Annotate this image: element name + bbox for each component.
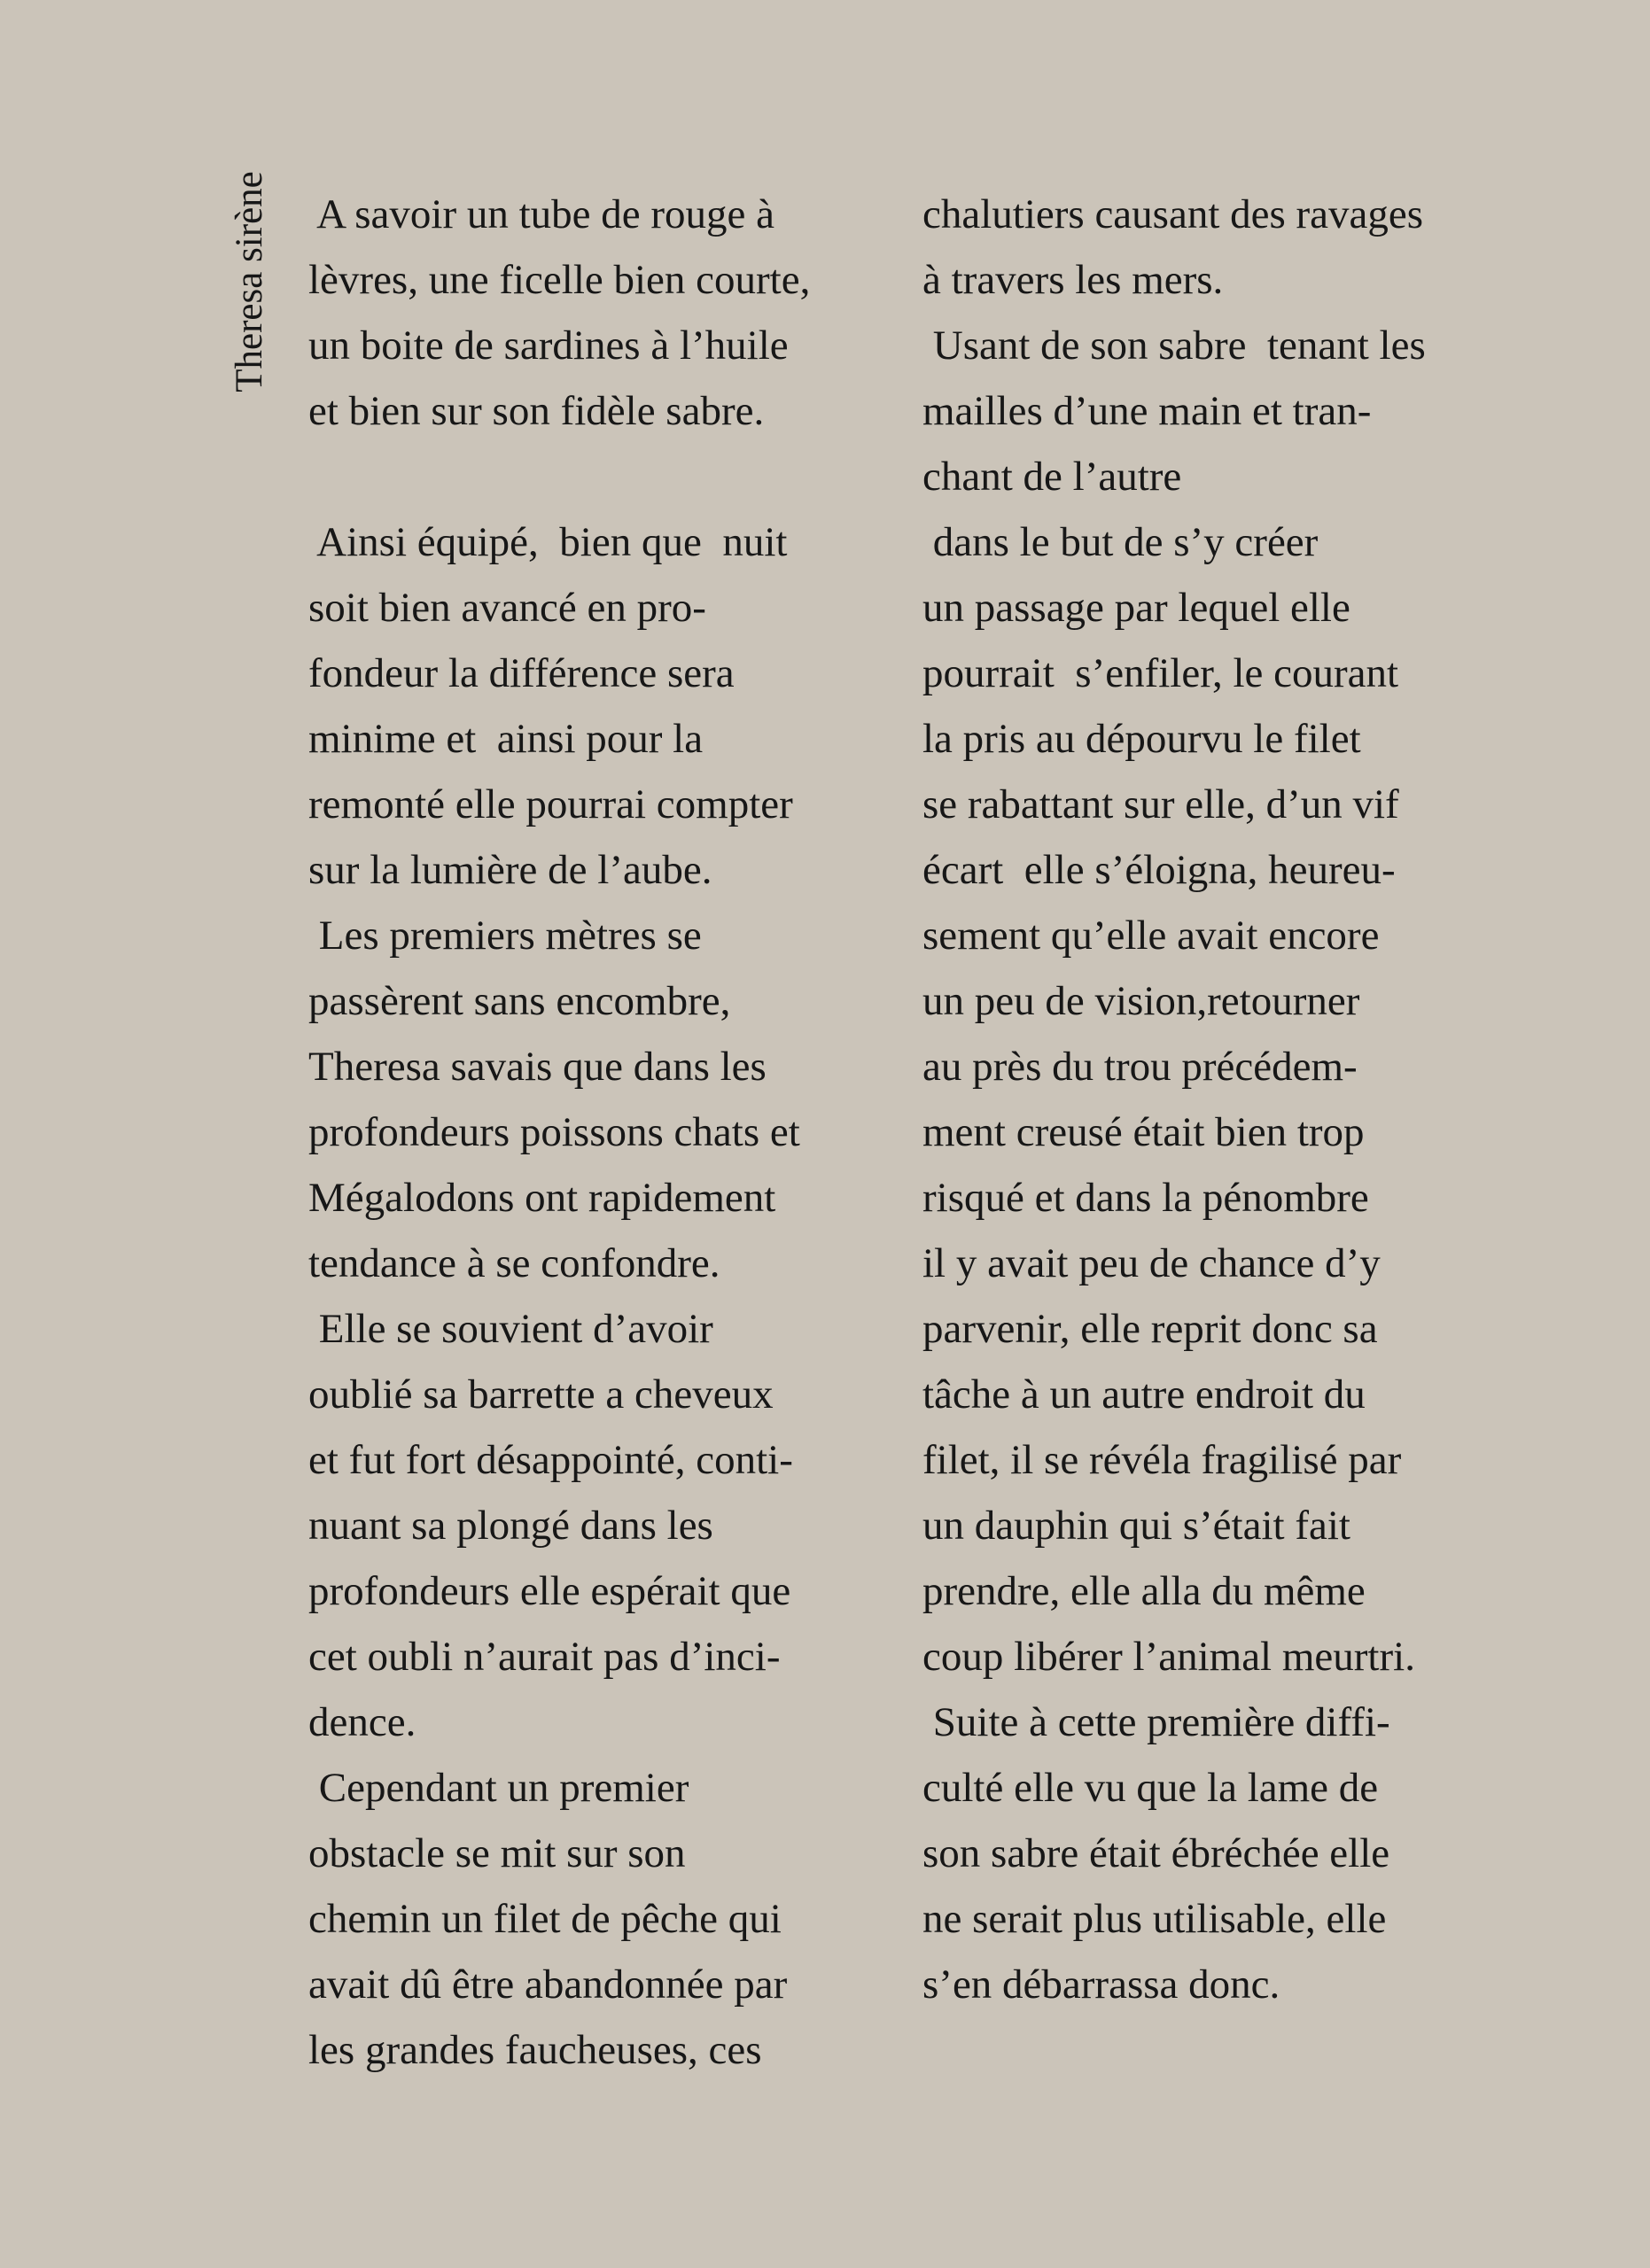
text-line: et fut fort désappointé, conti- (308, 1437, 793, 1483)
text-line: coup libérer l’animal meurtri. (922, 1634, 1415, 1680)
text-line: profondeurs poissons chats et (308, 1109, 800, 1155)
text-line: filet, il se révéla fragilisé par (922, 1437, 1402, 1483)
text-line: tendance à se confondre. (308, 1240, 720, 1286)
text-line: sur la lumière de l’aube. (308, 847, 712, 893)
text-line: sement qu’elle avait encore (922, 913, 1380, 959)
running-title (229, 151, 270, 413)
text-line: A savoir un tube de rouge à (308, 191, 775, 237)
text-line: risqué et dans la pénombre (922, 1175, 1369, 1221)
text-line: soit bien avancé en pro- (308, 585, 706, 631)
text-line: les grandes faucheuses, ces (308, 2027, 762, 2073)
text-line: minime et ainsi pour la (308, 716, 704, 762)
text-line: un dauphin qui s’était fait (922, 1503, 1350, 1549)
text-line: pourrait s’enfiler, le courant (922, 650, 1399, 696)
text-line: tâche à un autre endroit du (922, 1371, 1366, 1418)
text-line: la pris au dépourvu le filet (922, 716, 1361, 762)
text-line: parvenir, elle reprit donc sa (922, 1306, 1378, 1352)
text-line: son sabre était ébréchée elle (922, 1830, 1390, 1876)
text-line: cet oubli n’aurait pas d’inci- (308, 1634, 781, 1680)
text-line: profondeurs elle espérait que (308, 1568, 791, 1614)
text-line: Mégalodons ont rapidement (308, 1175, 776, 1221)
running-title-text: Theresa sirène (229, 171, 270, 392)
text-line: il y avait peu de chance d’y (922, 1240, 1381, 1286)
text-line: prendre, elle alla du même (922, 1568, 1366, 1614)
text-line: chalutiers causant des ravages (922, 191, 1424, 237)
text-line: Usant de son sabre tenant les (922, 322, 1426, 369)
text-line: Elle se souvient d’avoir (308, 1306, 713, 1352)
text-line: Cependant un premier (308, 1765, 689, 1811)
text-line: Suite à cette première diffi- (922, 1699, 1390, 1745)
text-line: à travers les mers. (922, 257, 1224, 303)
text-line: dans le but de s’y créer (922, 519, 1319, 565)
text-line: dence. (308, 1699, 416, 1745)
text-line: obstacle se mit sur son (308, 1830, 686, 1876)
text-line: se rabattant sur elle, d’un vif (922, 781, 1399, 827)
text-line: et bien sur son fidèle sabre. (308, 388, 765, 434)
text-line: remonté elle pourrai compter (308, 781, 793, 827)
text-line: nuant sa plongé dans les (308, 1503, 713, 1549)
text-line: s’en débarrassa donc. (922, 1961, 1280, 2008)
text-line: avait dû être abandonnée par (308, 1961, 788, 2008)
text-line: un peu de vision,retourner (922, 978, 1360, 1024)
right-text-column (922, 182, 1507, 2017)
text-line: un boite de sardines à l’huile (308, 322, 789, 369)
text-line: écart elle s’éloigna, heureu- (922, 847, 1396, 893)
text-line: fondeur la différence sera (308, 650, 735, 696)
text-line: ment creusé était bien trop (922, 1109, 1365, 1155)
text-line: ne serait plus utilisable, elle (922, 1896, 1387, 1942)
text-line: Les premiers mètres se (308, 913, 702, 959)
text-line: Ainsi équipé, bien que nuit (308, 519, 788, 565)
text-line: chant de l’autre (922, 454, 1182, 500)
text-line: au près du trou précédem- (922, 1044, 1358, 1090)
text-line: lèvres, une ficelle bien courte, (308, 257, 811, 303)
text-line: mailles d’une main et tran- (922, 388, 1372, 434)
blank-line (308, 444, 893, 509)
text-line: culté elle vu que la lame de (922, 1765, 1379, 1811)
left-text-column (308, 182, 893, 2083)
text-line: chemin un filet de pêche qui (308, 1896, 782, 1942)
text-line: passèrent sans encombre, (308, 978, 731, 1024)
text-line: oublié sa barrette a cheveux (308, 1371, 774, 1418)
text-line: un passage par lequel elle (922, 585, 1350, 631)
text-line: Theresa savais que dans les (308, 1044, 767, 1090)
